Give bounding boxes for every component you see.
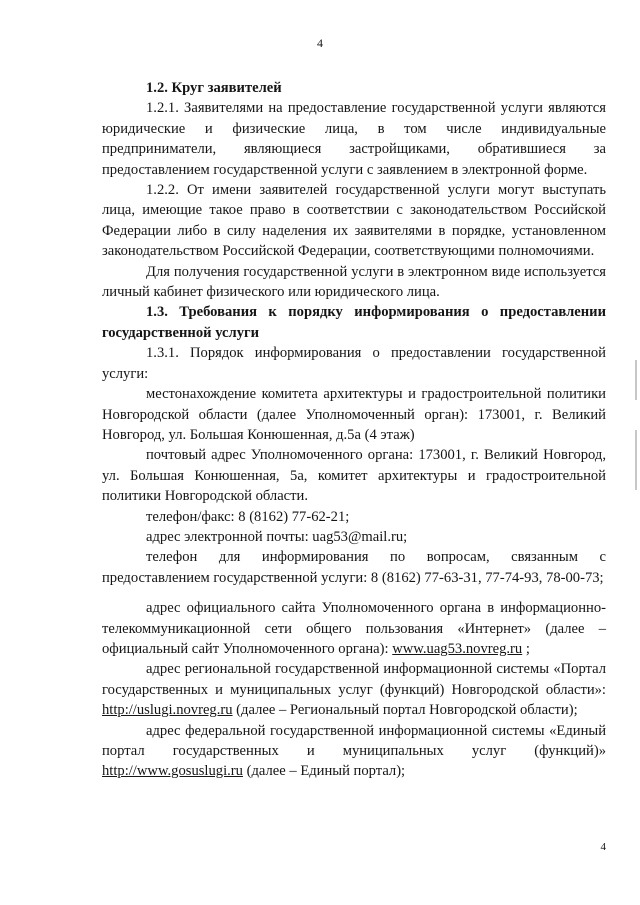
section-heading-1-2: 1.2. Круг заявителей — [146, 80, 282, 96]
paragraph-1-2-2: 1.2.2. От имени заявителей государственной услуги могут выступать лица, имеющие такое право в соответствии с законодательством Российской Федерации либо в силу наделения их заявителями в порядке, установленном законодательством Российской Федерации, соответствующими полномочиями. — [102, 182, 606, 260]
paragraph-official-site — [102, 598, 606, 659]
paragraph-1-3-1: 1.3.1. Порядок информирования о предоставлении государственной услуги: — [102, 345, 606, 382]
document-body — [102, 78, 606, 782]
regional-portal-text-end: (далее – Региональный портал Новгородской области); — [232, 702, 578, 719]
official-site-text: адрес официального сайта Уполномоченного органа в информационно-телекоммуникационной сети общего пользования «Интернет» (далее – официальный сайт Уполномоченного органа): — [102, 600, 606, 657]
regional-portal-text: адрес региональной государственной информационной системы «Портал государственных и муниципальных услуг (функций) Новгородской области»: — [102, 661, 606, 698]
paragraph-1-2-1: 1.2.1. Заявителями на предоставление государственной услуги являются юридические и физические лица, в том числе индивидуальные предприниматели, являющиеся застройщиками, обратившиеся за предоставлением государственной услуги с заявлением в электронной форме. — [102, 100, 606, 178]
official-site-text-end: ; — [522, 640, 530, 657]
paragraph-federal-portal — [102, 721, 606, 782]
section-heading-1-3: 1.3. Требования к порядку информирования о предоставлении государственной услуги — [102, 304, 606, 341]
paragraph-postal-address: почтовый адрес Уполномоченного органа: 173001, г. Великий Новгород, ул. Большая Конюшенная, 5а, комитет архитектуры и градостроительной политики Новгородской области. — [102, 447, 606, 505]
federal-portal-text: адрес федеральной государственной информационной системы «Единый портал государственных и муниципальных услуг (функций)» — [102, 722, 606, 759]
scan-edge-mark — [635, 430, 637, 490]
page-number-bottom: 4 — [600, 841, 606, 853]
federal-portal-link[interactable]: http://www.gosuslugi.ru — [102, 763, 243, 780]
paragraph-email: адрес электронной почты: uag53@mail.ru; — [146, 528, 408, 545]
official-site-link[interactable]: www.uag53.novreg.ru — [392, 640, 523, 657]
paragraph-regional-portal — [102, 659, 606, 720]
federal-portal-text-end: (далее – Единый портал); — [242, 763, 406, 780]
page-number-top: 4 — [317, 36, 323, 50]
paragraph-gap — [102, 588, 606, 598]
paragraph-electronic-form: Для получения государственной услуги в электронном виде используется личный кабинет физического или юридического лица. — [102, 263, 606, 301]
paragraph-info-phone: телефон для информирования по вопросам, связанным с предоставлением государственной услуги: 8 (8162) 77-63-31, 77-74-93, 78-00-73; — [102, 549, 606, 586]
regional-portal-link[interactable]: http://uslugi.novreg.ru — [102, 702, 233, 719]
paragraph-phone-fax: телефон/факс: 8 (8162) 77-62-21; — [146, 508, 350, 525]
paragraph-location: местонахождение комитета архитектуры и градостроительной политики Новгородской области (далее Уполномоченный орган): 173001, г. Великий Новгород, ул. Большая Конюшенная, д.5а (4 этаж) — [102, 386, 606, 443]
scan-edge-mark — [635, 360, 637, 400]
